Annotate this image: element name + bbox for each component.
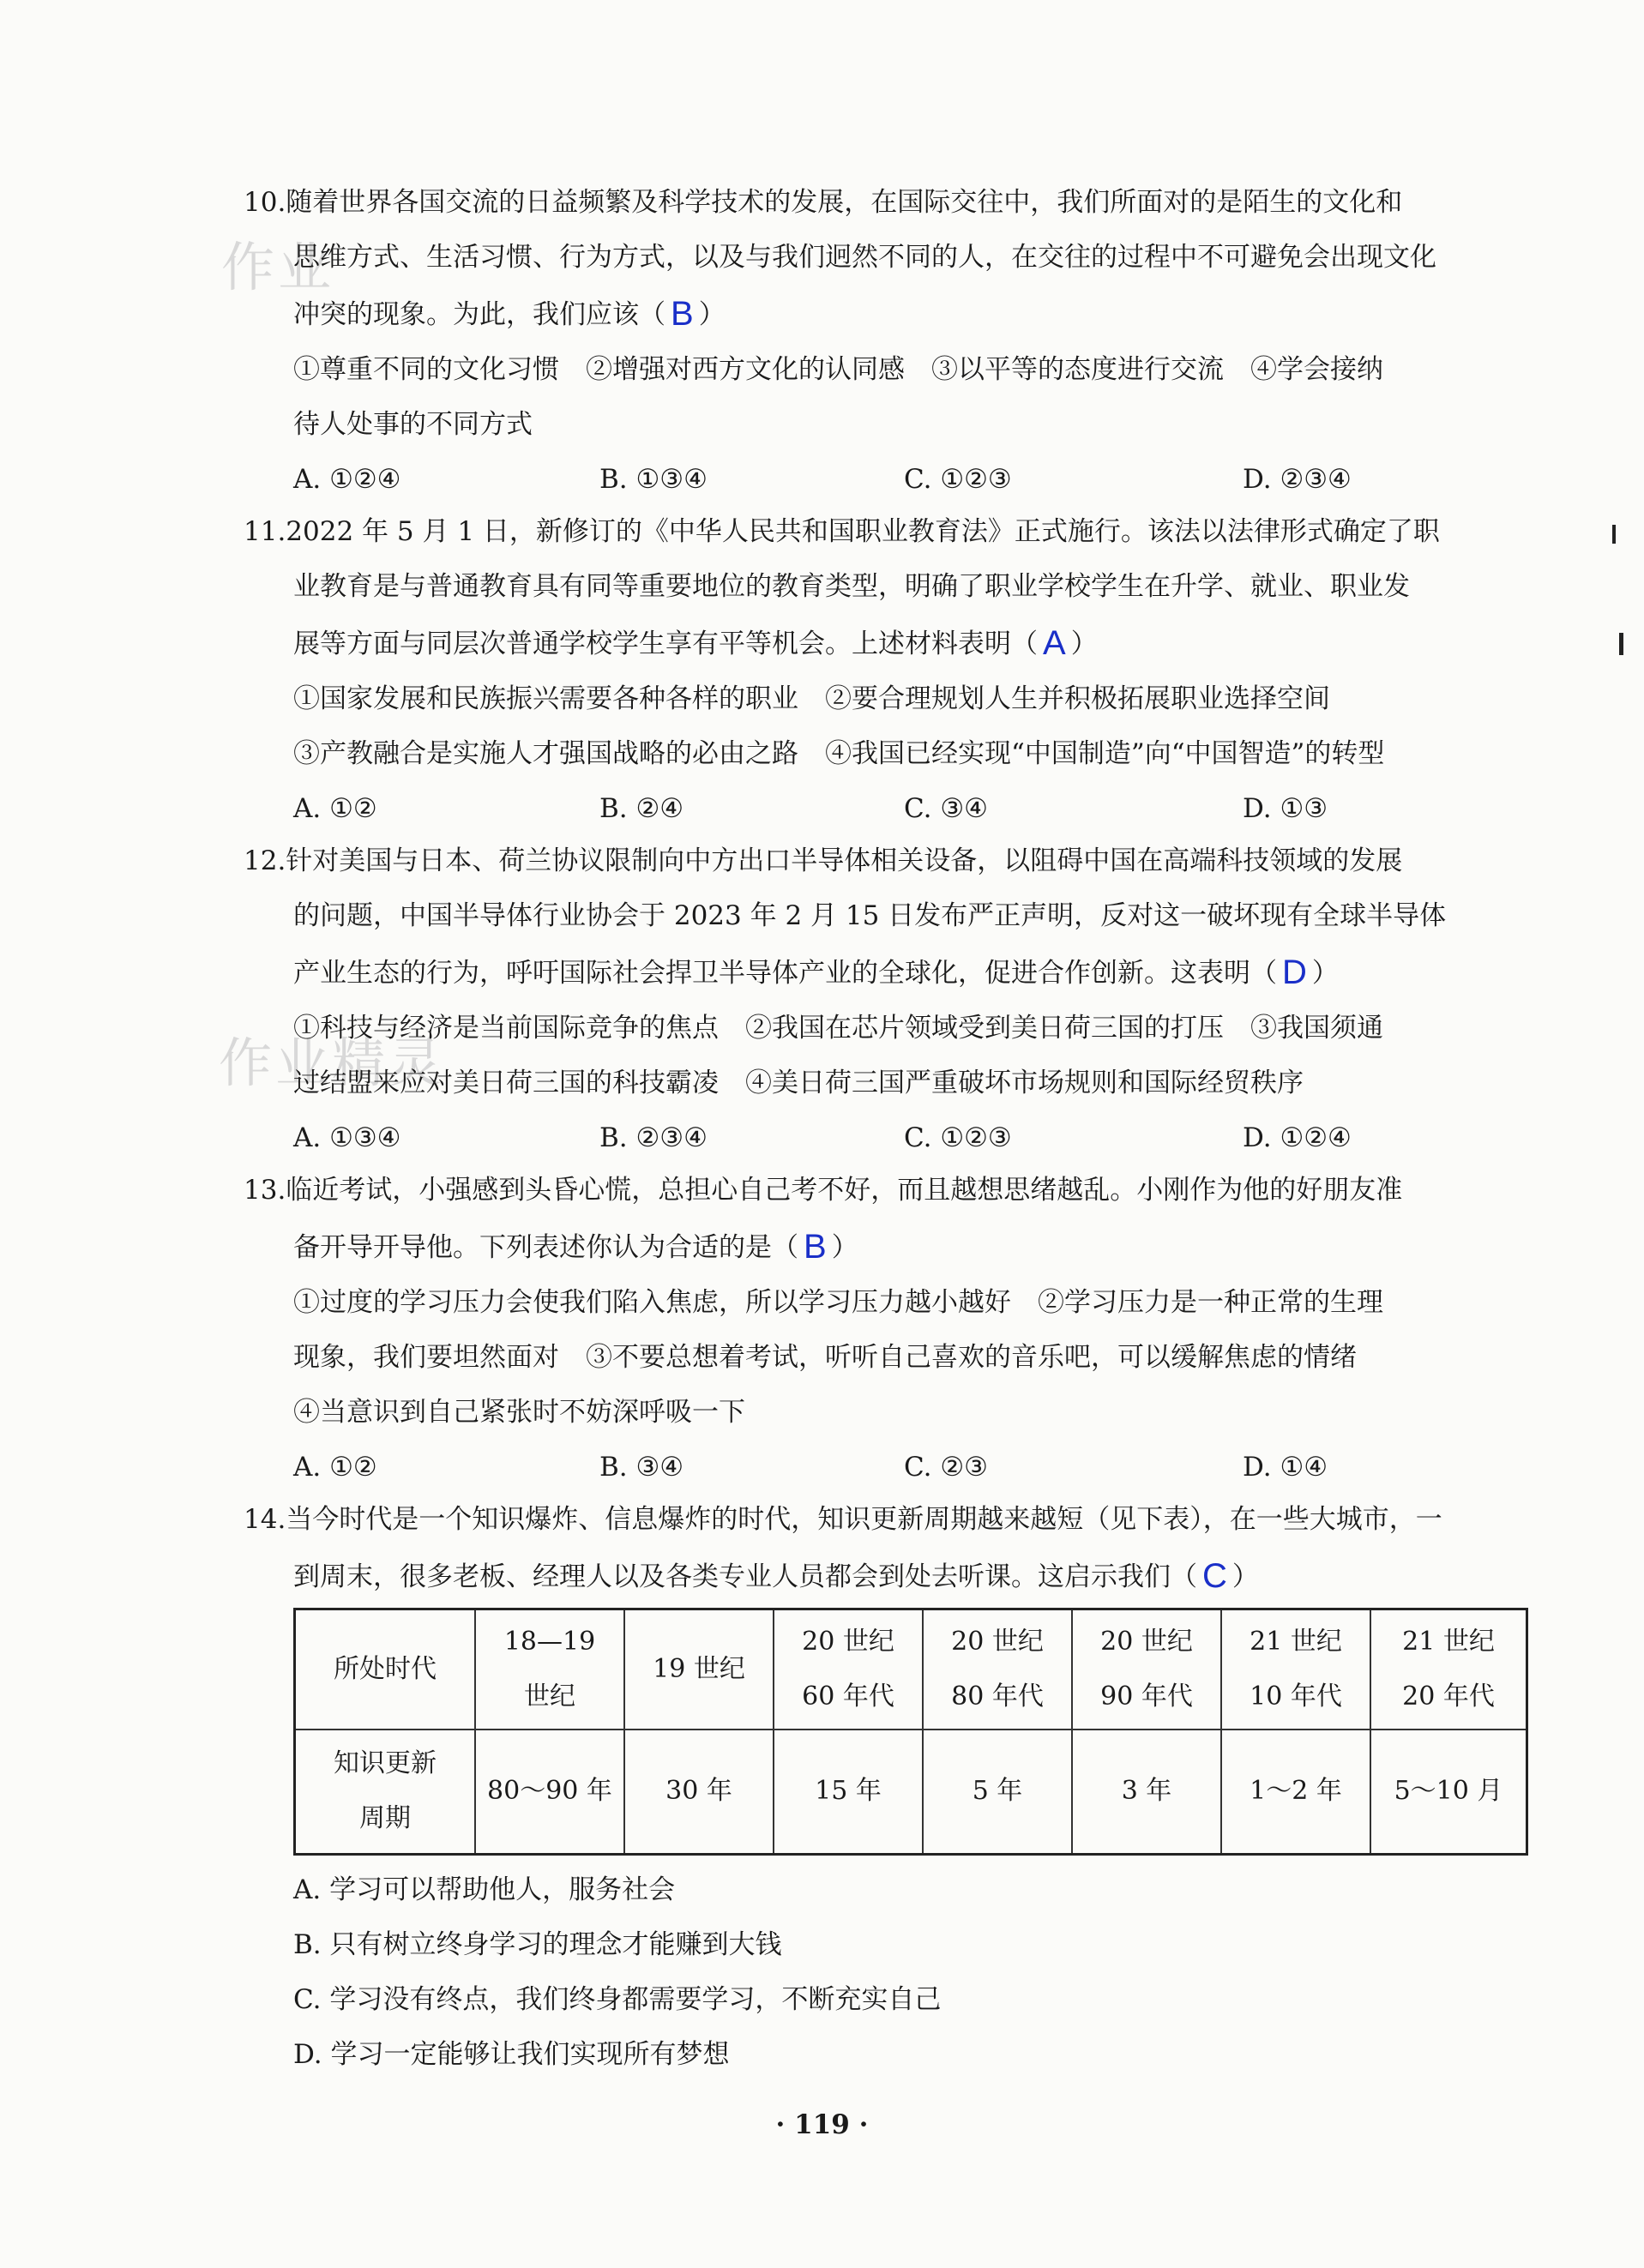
choice-d: D. ①③: [1243, 793, 1328, 824]
choice-row: [244, 1110, 1530, 1165]
option-a: A. 学习可以帮助他人，服务社会: [293, 1874, 676, 1905]
answer-mark: A: [1043, 624, 1066, 662]
statement-line: ③产教融合是实施人才强国战略的必由之路 ④我国已经实现“中国制造”向“中国智造”的转型: [293, 738, 1385, 769]
stem-text: ）: [1311, 958, 1339, 989]
option-c: C. 学习没有终点，我们终身都需要学习，不断充实自己: [293, 1984, 942, 2015]
table-cell: [774, 1609, 923, 1730]
cell-text: 世纪: [524, 1681, 575, 1712]
question-stem-last-line: [244, 614, 1530, 671]
choice-c: C. ①②③: [904, 1122, 1012, 1153]
choice-d: D. ①④: [1243, 1452, 1328, 1483]
table-cell: [1221, 1609, 1370, 1730]
cell-text: 80 年代: [951, 1681, 1044, 1712]
choice-row: [244, 1440, 1530, 1495]
watermark: 作业: [221, 236, 335, 298]
stem-text: 备开导开导他。下列表述你认为合适的是（: [293, 1232, 798, 1263]
table-cell: [475, 1609, 624, 1730]
question-stem-line: 12.针对美国与日本、荷兰协议限制向中方出口半导体相关设备，以阻碍中国在高端科技领域的发展: [244, 845, 1403, 876]
question-stem-line: 的问题，中国半导体行业协会于 2023 年 2 月 15 日发布严正声明，反对这一破坏现有全球半导体: [293, 900, 1447, 931]
question-stem-last-line: [244, 1218, 1530, 1275]
statement-line: ①国家发展和民族振兴需要各种各样的职业 ②要合理规划人生并积极拓展职业选择空间: [293, 683, 1330, 714]
table-row-era: [295, 1609, 1527, 1730]
choice-c: C. ③④: [904, 793, 988, 824]
table-row-cycle: [295, 1730, 1527, 1855]
statement-line: ①科技与经济是当前国际竞争的焦点 ②我国在芯片领域受到美日荷三国的打压 ③我国须通: [293, 1013, 1383, 1044]
knowledge-update-table: [293, 1608, 1528, 1856]
stem-text: 冲突的现象。为此，我们应该（: [293, 299, 665, 330]
stem-text: ）: [1070, 629, 1098, 659]
choice-b: B. ①③④: [599, 464, 708, 495]
option-b: B. 只有树立终身学习的理念才能赚到大钱: [293, 1929, 782, 1960]
table-cell: [923, 1609, 1072, 1730]
choice-d: D. ①②④: [1243, 1122, 1352, 1153]
table-header-cell: 所处时代: [295, 1609, 476, 1730]
question-13: [244, 1163, 1530, 1495]
option-d: D. 学习一定能够让我们实现所有梦想: [293, 2039, 730, 2070]
table-cell: 3 年: [1072, 1730, 1221, 1855]
question-stem-last-line: [244, 943, 1530, 1001]
table-cell: [1370, 1609, 1527, 1730]
table-header-cell: [295, 1730, 476, 1855]
choice-c: C. ①②③: [904, 464, 1012, 495]
choice-b: B. ②④: [599, 793, 684, 824]
cell-text: 20 世纪: [802, 1626, 894, 1657]
stem-text: 到周末，很多老板、经理人以及各类专业人员都会到处去听课。这启示我们（: [293, 1561, 1197, 1592]
question-14-options: [244, 1862, 1530, 2082]
stem-text: ）: [831, 1232, 858, 1263]
choice-c: C. ②③: [904, 1452, 988, 1483]
statement-line: ①过度的学习压力会使我们陷入焦虑，所以学习压力越小越好 ②学习压力是一种正常的生理: [293, 1287, 1383, 1318]
choice-row: [244, 452, 1530, 507]
choice-row: [244, 781, 1530, 836]
statement-line: ①尊重不同的文化习惯 ②增强对西方文化的认同感 ③以平等的态度进行交流 ④学会接纳: [293, 354, 1383, 385]
page-number: · 119 ·: [775, 2109, 869, 2140]
table-cell: 5～10 月: [1370, 1730, 1527, 1855]
table-cell: 1～2 年: [1221, 1730, 1370, 1855]
question-stem-line: 11.2022 年 5 月 1 日，新修订的《中华人民共和国职业教育法》正式施行。该法以法律形式确定了职: [244, 516, 1440, 547]
stem-text: 展等方面与同层次普通学校学生享有平等机会。上述材料表明（: [293, 629, 1038, 659]
table-cell: [1072, 1609, 1221, 1730]
question-stem-line: 业教育是与普通教育具有同等重要地位的教育类型，明确了职业学校学生在升学、就业、职业发: [293, 571, 1410, 602]
table-cell: 80～90 年: [475, 1730, 624, 1855]
question-stem-last-line: [244, 1547, 1530, 1604]
cell-text: 21 世纪: [1402, 1626, 1495, 1657]
question-stem-line: 13.临近考试，小强感到头昏心慌，总担心自己考不好，而且越想思绪越乱。小刚作为他的好朋友准: [244, 1175, 1403, 1206]
cell-text: 90 年代: [1100, 1681, 1193, 1712]
answer-mark: D: [1282, 954, 1307, 991]
choice-a: A. ①②: [293, 793, 377, 824]
choice-b: B. ②③④: [599, 1122, 708, 1153]
choice-a: A. ①②④: [293, 464, 401, 495]
cell-text: 60 年代: [802, 1681, 894, 1712]
stem-text: ）: [1231, 1561, 1259, 1592]
choice-a: A. ①②: [293, 1452, 377, 1483]
question-14: [244, 1492, 1530, 1604]
statement-line: ④当意识到自己紧张时不妨深呼吸一下: [293, 1397, 745, 1428]
choice-b: B. ③④: [599, 1452, 684, 1483]
stem-text: 产业生态的行为，呼吁国际社会捍卫半导体产业的全球化，促进合作创新。这表明（: [293, 958, 1277, 989]
question-10: [244, 175, 1530, 507]
cell-text: 10 年代: [1250, 1681, 1342, 1712]
question-stem-last-line: [244, 285, 1530, 342]
answer-mark: C: [1202, 1557, 1227, 1595]
table-cell: [624, 1609, 774, 1730]
question-stem-line: 思维方式、生活习惯、行为方式，以及与我们迥然不同的人，在交往的过程中不可避免会出现文化: [293, 242, 1436, 273]
scan-mark: [1612, 525, 1616, 544]
answer-mark: B: [804, 1228, 827, 1266]
question-stem-line: 14.当今时代是一个知识爆炸、信息爆炸的时代，知识更新周期越来越短（见下表），在一些大城市，一: [244, 1504, 1442, 1535]
cell-text: 周期: [359, 1803, 411, 1834]
choice-d: D. ②③④: [1243, 464, 1352, 495]
cell-text: 21 世纪: [1250, 1626, 1342, 1657]
table-cell: 5 年: [923, 1730, 1072, 1855]
statement-line: 过结盟来应对美日荷三国的科技霸凌 ④美日荷三国严重破坏市场规则和国际经贸秩序: [293, 1068, 1304, 1098]
cell-text: 19 世纪: [653, 1653, 745, 1684]
choice-a: A. ①③④: [293, 1122, 401, 1153]
stem-text: ）: [698, 299, 726, 330]
scan-mark: [1619, 633, 1623, 655]
question-11: [244, 504, 1530, 836]
answer-mark: B: [671, 295, 694, 333]
question-12: [244, 833, 1530, 1165]
watermark: 作业精灵: [219, 1032, 446, 1094]
cell-text: 20 世纪: [1100, 1626, 1193, 1657]
statement-line: 现象，我们要坦然面对 ③不要总想着考试，听听自己喜欢的音乐吧，可以缓解焦虑的情绪: [293, 1342, 1357, 1373]
question-stem-line: 10.随着世界各国交流的日益频繁及科学技术的发展，在国际交往中，我们所面对的是陌生的文化和: [244, 187, 1403, 218]
statement-line: 待人处事的不同方式: [293, 409, 533, 440]
cell-text: 18—19: [503, 1626, 596, 1657]
table-cell: 30 年: [624, 1730, 774, 1855]
cell-text: 20 年代: [1402, 1681, 1495, 1712]
cell-text: 知识更新: [334, 1748, 437, 1779]
cell-text: 20 世纪: [951, 1626, 1044, 1657]
table-cell: 15 年: [774, 1730, 923, 1855]
